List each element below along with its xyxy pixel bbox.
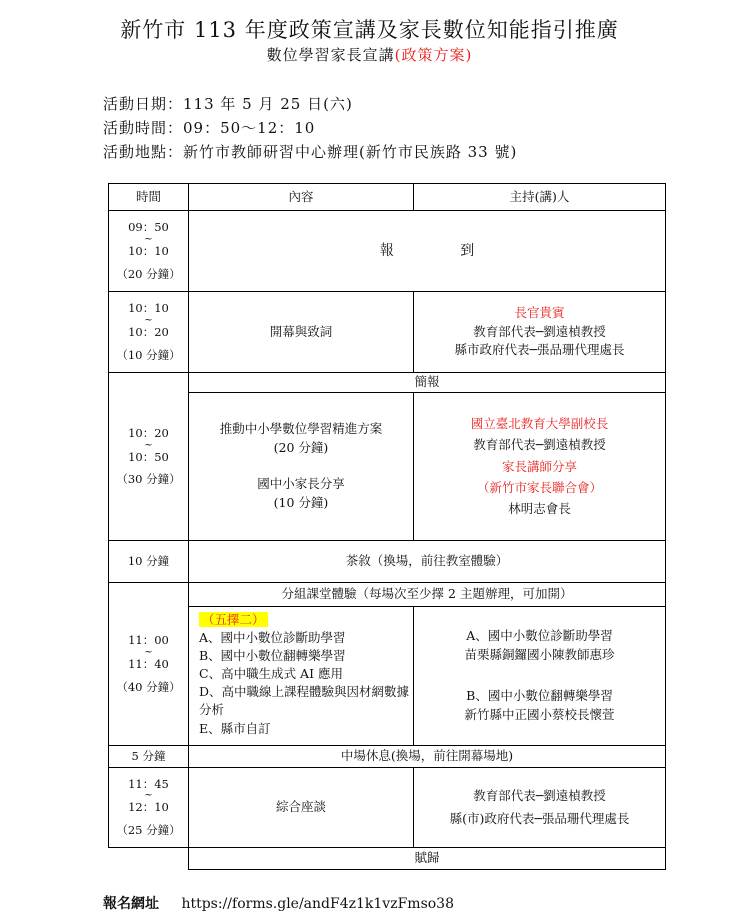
time-start: 10：10 xyxy=(128,301,169,316)
host-red: 家長講師分享 xyxy=(501,458,577,474)
host-red: 長官貴賓 xyxy=(514,304,565,320)
time-cell: 10 分鐘 xyxy=(109,540,189,582)
time-cell xyxy=(109,211,189,292)
time-cell xyxy=(109,767,189,847)
host-line: 苗栗縣銅鑼國小陳教師惠珍 xyxy=(464,647,615,662)
option-item: B、國中小數位翻轉樂學習 xyxy=(199,648,346,663)
table-row xyxy=(109,745,666,767)
option-item: A、國中小數位診斷助學習 xyxy=(199,629,346,645)
table-row xyxy=(109,292,666,373)
tea-break-cell: 茶敘（換場，前往教室體驗） xyxy=(189,540,666,582)
host-line: 縣市政府代表─張品珊代理處長 xyxy=(454,342,625,358)
time-tilde: ~ xyxy=(144,234,153,246)
time-cell xyxy=(109,582,189,745)
content-line: (20 分鐘) xyxy=(273,439,329,455)
host-red: 國立臺北教育大學副校長 xyxy=(470,416,609,432)
content-cell xyxy=(189,606,414,745)
break-cell: 中場休息(換場，前往開幕場地) xyxy=(189,745,666,767)
host-cell xyxy=(414,767,666,847)
info-place: 活動地點：新竹市教師研習中心辦理(新竹市民族路 33 號) xyxy=(103,143,518,161)
time-end: 11：40 xyxy=(128,656,169,671)
table-row xyxy=(109,211,666,292)
table-row xyxy=(109,373,666,393)
content-cell xyxy=(189,392,414,540)
table-row xyxy=(109,767,666,847)
host-line: 教育部代表─劉遠楨教授 xyxy=(473,323,606,339)
host-cell xyxy=(414,606,666,745)
host-cell xyxy=(414,292,666,373)
table-row xyxy=(109,392,666,540)
host-line: B、國中小數位翻轉樂學習 xyxy=(466,687,613,703)
content-line: 國中小家長分享 xyxy=(257,476,345,492)
subtitle-main: 數位學習家長宣講 xyxy=(266,46,395,64)
time-cell xyxy=(109,292,189,373)
host-line: 林明志會長 xyxy=(508,501,571,517)
info-date: 活動日期：113 年 5 月 25 日(六) xyxy=(103,95,353,113)
time-duration: （30 分鐘） xyxy=(116,472,181,487)
host-line: 教育部代表─劉遠楨教授 xyxy=(473,787,606,803)
host-cell xyxy=(414,392,666,540)
section-header-workshop: 分組課堂體驗（每場次至少擇 2 主題辦理，可加開） xyxy=(189,582,666,606)
time-cell: 5 分鐘 xyxy=(109,745,189,767)
time-start: 09：50 xyxy=(128,220,169,235)
table-header-row xyxy=(109,184,666,211)
info-time: 活動時間：09：50～12：10 xyxy=(103,119,316,137)
content-cell: 開幕與致詞 xyxy=(189,292,414,373)
content-line: 推動中小學數位學習精進方案 xyxy=(219,420,383,436)
header-time: 時間 xyxy=(109,184,189,211)
time-duration: （40 分鐘） xyxy=(116,679,181,694)
section-header-briefing: 簡報 xyxy=(189,373,666,393)
table-row xyxy=(109,540,666,582)
time-tilde: ~ xyxy=(144,315,153,327)
host-red: （新竹市家長聯合會） xyxy=(476,479,602,495)
host-line: 新竹縣中正國小蔡校長懷萱 xyxy=(464,706,615,722)
host-line: 教育部代表─劉遠楨教授 xyxy=(473,437,606,453)
footer xyxy=(103,893,454,913)
table-row xyxy=(109,606,666,745)
time-cell xyxy=(109,373,189,541)
time-start: 11：00 xyxy=(128,633,169,648)
content-line: (10 分鐘) xyxy=(273,495,329,510)
time-start: 11：45 xyxy=(128,776,169,791)
footer-label: 報名網址 xyxy=(103,896,159,912)
time-tilde: ~ xyxy=(144,790,153,802)
content-cell: 綜合座談 xyxy=(189,767,414,847)
time-tilde: ~ xyxy=(144,439,153,451)
table-row xyxy=(109,582,666,606)
pick-badge: （五擇二） xyxy=(199,612,268,627)
time-end: 10：20 xyxy=(128,325,169,340)
time-duration: （20 分鐘） xyxy=(116,266,181,281)
page-title: 新竹市 113 年度政策宣講及家長數位知能指引推廣 xyxy=(120,18,619,42)
option-item: D、高中職線上課程體驗與因材網數據分析 xyxy=(199,684,410,718)
time-end: 10：10 xyxy=(128,244,169,259)
dismissal-cell: 賦歸 xyxy=(189,847,666,869)
header-host: 主持(講)人 xyxy=(414,184,666,211)
table-row xyxy=(109,847,666,869)
option-item: C、高中職生成式 AI 應用 xyxy=(199,666,343,682)
time-duration: （10 分鐘） xyxy=(116,347,181,362)
time-end: 12：10 xyxy=(128,800,169,815)
header-content: 內容 xyxy=(189,184,414,211)
time-end: 10：50 xyxy=(128,449,169,464)
page-subtitle xyxy=(0,44,739,65)
time-duration: （25 分鐘） xyxy=(116,823,181,838)
option-item: E、縣市自訂 xyxy=(199,720,271,736)
time-start: 10：20 xyxy=(128,425,169,440)
host-line: A、國中小數位診斷助學習 xyxy=(466,628,613,644)
host-line: 縣(市)政府代表─張品珊代理處長 xyxy=(449,811,630,827)
time-tilde: ~ xyxy=(144,646,153,658)
schedule-table xyxy=(108,183,666,870)
registration-url[interactable]: https://forms.gle/andF4z1k1vzFmso38 xyxy=(181,896,454,912)
subtitle-red: (政策方案) xyxy=(394,46,473,64)
registration-cell: 報 到 xyxy=(189,211,666,292)
